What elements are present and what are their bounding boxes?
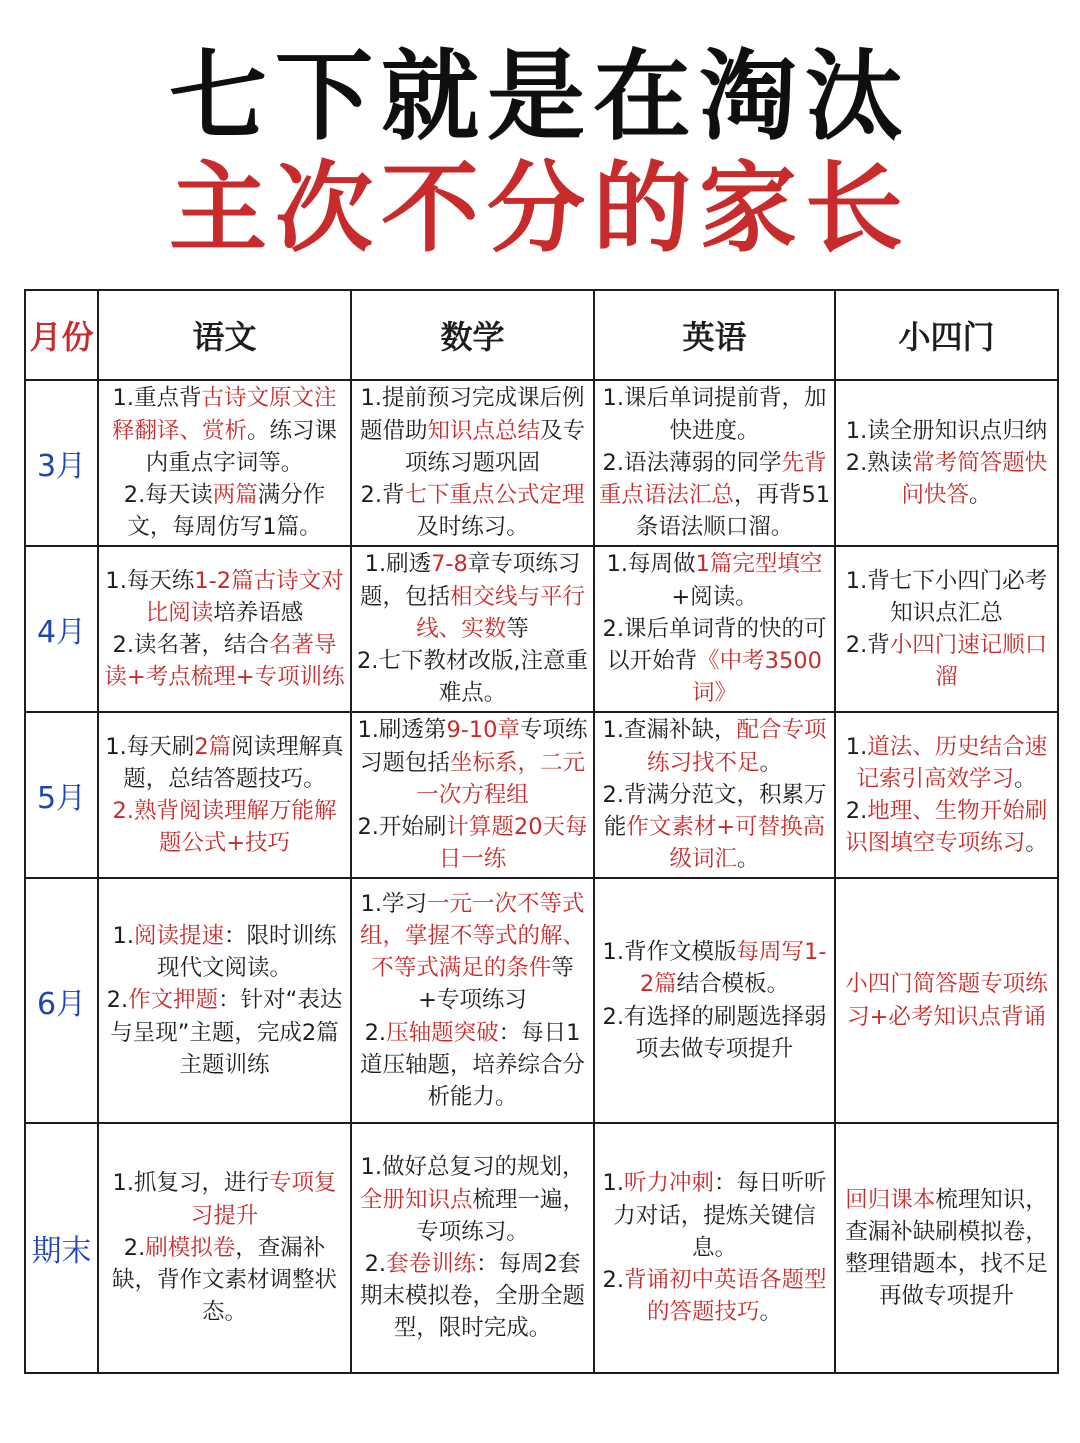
highlight-text: 相交线与平行线、实数 [416, 583, 586, 642]
highlight-text: 七下重点公式定理 [404, 482, 585, 509]
highlight-text: 计算题20天每日一练 [438, 814, 588, 873]
body-text: 1.每周做 [606, 551, 696, 578]
body-text: 章专项练习题，包括 [359, 551, 581, 610]
body-text: ，查漏补缺，背作文素材调整状态。 [111, 1234, 337, 1326]
cell-line [839, 565, 1054, 629]
cell-line [598, 382, 831, 446]
body-text: ，再背51条语法顺口溜。 [635, 482, 831, 541]
cell-line [355, 888, 590, 1017]
highlight-text: 2篇 [194, 733, 232, 760]
cell-line [355, 1017, 590, 1114]
body-text: 2.熟读 [845, 449, 913, 476]
body-text: 及专项练习题巩固 [404, 417, 586, 476]
body-text: 2.背 [845, 632, 890, 658]
cell-line [598, 447, 831, 544]
table-row [25, 712, 1058, 878]
body-text: 1.每天练 [105, 567, 195, 594]
cell-math [351, 1123, 594, 1373]
body-text: 2.语法薄弱的同学 [602, 449, 782, 476]
cell-english [594, 712, 835, 878]
body-text: 等 [506, 615, 529, 642]
cell-line [839, 629, 1054, 693]
cell-line [355, 548, 590, 645]
highlight-text: 《中考3500词》 [691, 648, 822, 707]
cell-line [102, 920, 347, 984]
body-text: 1.读全册知识点归纳 [845, 417, 1048, 444]
body-text: 。 [1014, 765, 1037, 792]
highlight-text: 7-8 [431, 551, 468, 578]
highlight-text: 阅读提速 [133, 922, 224, 949]
cell-line [598, 1167, 831, 1264]
cell-chinese [98, 546, 351, 712]
highlight-text: 套卷训练 [386, 1251, 477, 1277]
highlight-text: 作文押题 [128, 987, 219, 1014]
cell-line [102, 382, 347, 479]
highlight-text: 古诗文原文注释翻译、赏析 [111, 385, 337, 444]
highlight-text: 名著导读+考点梳理+专项训练 [104, 632, 345, 691]
highlight-text: 压轴题突破 [386, 1019, 499, 1046]
highlight-text: 地理、生物开始刷识图填空专项练习 [845, 798, 1048, 857]
body-text: 1.刷透 [364, 551, 432, 578]
cell-others [835, 878, 1058, 1123]
cell-line [102, 1167, 347, 1231]
cell-english [594, 1123, 835, 1373]
body-text: 2.开始刷 [357, 814, 447, 841]
body-text: ：针对“表达与呈现”主题，完成2篇主题训练 [110, 987, 343, 1078]
highlight-text: 背诵初中英语各题型的答题技巧 [623, 1267, 827, 1326]
highlight-text: 作文素材+可替换高级词汇 [626, 814, 826, 873]
highlight-text: 两篇 [212, 482, 258, 509]
highlight-text: 道法、历史结合速记索引高效学习 [856, 733, 1048, 792]
body-text: 。练习课内重点字词等。 [145, 417, 338, 476]
body-text: 2. [123, 1234, 146, 1261]
cell-others [835, 712, 1058, 878]
highlight-text: 全册知识点 [359, 1186, 473, 1213]
cell-line [598, 613, 831, 710]
highlight-text: 知识点总结 [427, 417, 540, 444]
body-text: 1.查漏补缺， [602, 717, 737, 744]
body-text: 2. [602, 1267, 624, 1294]
cell-others [835, 380, 1058, 546]
cell-line [102, 565, 347, 629]
month-label: 3月 [25, 380, 98, 546]
header-english: 英语 [594, 290, 835, 380]
body-text: 2.背满分范文，积累万能 [602, 781, 827, 841]
highlight-text: 小四门速记顺口溜 [889, 632, 1048, 691]
page-title-line2: 主次不分的家长 [168, 151, 911, 266]
body-text: 1.提前预习完成课后例题借助 [359, 385, 585, 444]
cell-chinese [98, 712, 351, 878]
cell-line [839, 795, 1054, 859]
cell-chinese [98, 380, 351, 546]
table-row [25, 1123, 1058, 1373]
cell-line [355, 1248, 590, 1345]
body-text: 1. [112, 922, 134, 949]
body-text: 2. [106, 987, 129, 1014]
body-text: 2.背 [360, 482, 405, 509]
study-plan-table [24, 289, 1059, 1374]
highlight-text: 1篇完型填空 [695, 551, 823, 578]
body-text: 。 [969, 482, 992, 509]
cell-line [598, 1001, 831, 1065]
highlight-text: 9-10章 [446, 717, 521, 744]
highlight-text: 坐标系，二元一次方程组 [416, 749, 586, 808]
cell-line [355, 1151, 590, 1248]
body-text: 1.课后单词提前背，加快进度。 [602, 385, 827, 444]
body-text: 梳理知识，查漏补缺刷模拟卷，整理错题本，找不足再做专项提升 [845, 1186, 1048, 1310]
body-text: 。 [759, 749, 783, 776]
body-text: 1.做好总复习的规划， [360, 1154, 585, 1181]
body-text: ：每日1道压轴题，培养综合分析能力。 [359, 1019, 585, 1110]
cell-others [835, 1123, 1058, 1373]
highlight-text: 2.熟背阅读理解万能解题公式+技巧 [112, 798, 337, 857]
cell-line [102, 479, 347, 543]
cell-math [351, 712, 594, 878]
cell-english [594, 546, 835, 712]
cell-line [839, 415, 1054, 447]
page-title-line1: 七下就是在淘汰 [168, 39, 911, 154]
body-text: 。 [1025, 830, 1048, 857]
cell-line [102, 984, 347, 1081]
month-label: 5月 [25, 712, 98, 878]
body-text: ：限时训练现代文阅读。 [156, 922, 337, 982]
cell-line [355, 714, 590, 811]
cell-line [598, 1264, 831, 1328]
body-text: 2.读名著，结合 [112, 632, 269, 658]
cell-others [835, 546, 1058, 712]
highlight-text: 一元一次不等式组，掌握不等式的解、不等式满足的条件 [359, 890, 585, 982]
cell-line [355, 382, 590, 479]
body-text: 2.七下教材改版,注意重难点。 [356, 648, 589, 707]
table-row [25, 878, 1058, 1123]
cell-line [102, 1232, 347, 1329]
header-math: 数学 [351, 290, 594, 380]
cell-math [351, 380, 594, 546]
highlight-text: 回归课本 [845, 1186, 936, 1213]
highlight-text: 先背重点语法汇总 [598, 449, 827, 509]
cell-line [355, 479, 590, 543]
cell-line [355, 811, 590, 875]
cell-line [102, 795, 347, 859]
cell-math [351, 546, 594, 712]
body-text: 2. [364, 1019, 387, 1046]
cell-line [839, 447, 1054, 511]
body-text: ：每日听听力对话，提炼关键信息。 [613, 1170, 827, 1261]
body-text: 1.背七下小四门必考知识点汇总 [845, 567, 1048, 626]
body-text: 1.背作文模版 [602, 939, 737, 966]
body-text: 1.重点背 [112, 385, 202, 412]
body-text: 1. [845, 733, 868, 760]
body-text: 2.课后单词背的快的可以开始背 [602, 615, 827, 675]
month-label: 6月 [25, 878, 98, 1123]
body-text: 结合模板。 [676, 971, 790, 998]
body-text: 2.每天读 [123, 482, 213, 509]
body-text: 等+专项练习 [418, 955, 574, 1014]
header-others: 小四门 [835, 290, 1058, 380]
cell-line [102, 731, 347, 795]
cell-line [598, 936, 831, 1000]
highlight-text: 小四门简答题专项练习+必考知识点背诵 [845, 971, 1048, 1030]
body-text: 2.有选择的刷题选择弱项去做专项提升 [602, 1003, 827, 1062]
month-label: 期末 [25, 1123, 98, 1373]
body-text: 1.刷透第 [357, 717, 447, 744]
highlight-text: 听力冲刺 [623, 1170, 714, 1197]
header-month: 月份 [25, 290, 98, 380]
body-text: 梳理一遍，专项练习。 [416, 1186, 586, 1245]
table-row [25, 546, 1058, 712]
cell-line [598, 548, 831, 612]
body-text: +阅读。 [671, 583, 758, 610]
body-text: 1.每天刷 [105, 733, 195, 760]
cell-line [102, 629, 347, 693]
body-text: 满分作文，每周仿写1篇。 [127, 482, 326, 541]
table-header-row [25, 290, 1058, 380]
table-row [25, 380, 1058, 546]
cell-chinese [98, 878, 351, 1123]
body-text: 。 [759, 1299, 783, 1326]
body-text: 培养语感 [213, 599, 304, 626]
cell-line [839, 1184, 1054, 1313]
highlight-text: 常考简答题快问快答 [901, 449, 1048, 509]
body-text: 。 [737, 846, 760, 873]
body-text: 2. [364, 1251, 387, 1277]
highlight-text: 每周写1-2篇 [639, 939, 827, 998]
body-text: 及时练习。 [416, 514, 529, 541]
cell-math [351, 878, 594, 1123]
cell-line [839, 968, 1054, 1032]
cell-line [598, 714, 831, 778]
body-text: 2. [845, 798, 868, 824]
month-label: 4月 [25, 546, 98, 712]
body-text: 1. [602, 1170, 624, 1197]
body-text: ：每周2套期末模拟卷，全册全题型，限时完成。 [359, 1251, 585, 1342]
cell-english [594, 380, 835, 546]
cell-line [355, 645, 590, 709]
cell-line [839, 731, 1054, 795]
highlight-text: 专项复习提升 [190, 1170, 337, 1229]
cell-chinese [98, 1123, 351, 1373]
body-text: 1.抓复习，进行 [112, 1170, 269, 1197]
highlight-text: 1-2篇古诗文对比阅读 [145, 567, 344, 626]
highlight-text: 配合专项练习找不足 [646, 717, 827, 776]
body-text: 阅读理解真题，总结答题技巧。 [123, 733, 344, 792]
body-text: 专项练习题包括 [359, 717, 588, 776]
header-chinese: 语文 [98, 290, 351, 380]
cell-english [594, 878, 835, 1123]
body-text: 1.学习 [360, 890, 427, 917]
highlight-text: 刷模拟卷 [145, 1234, 236, 1261]
cell-line [598, 779, 831, 876]
